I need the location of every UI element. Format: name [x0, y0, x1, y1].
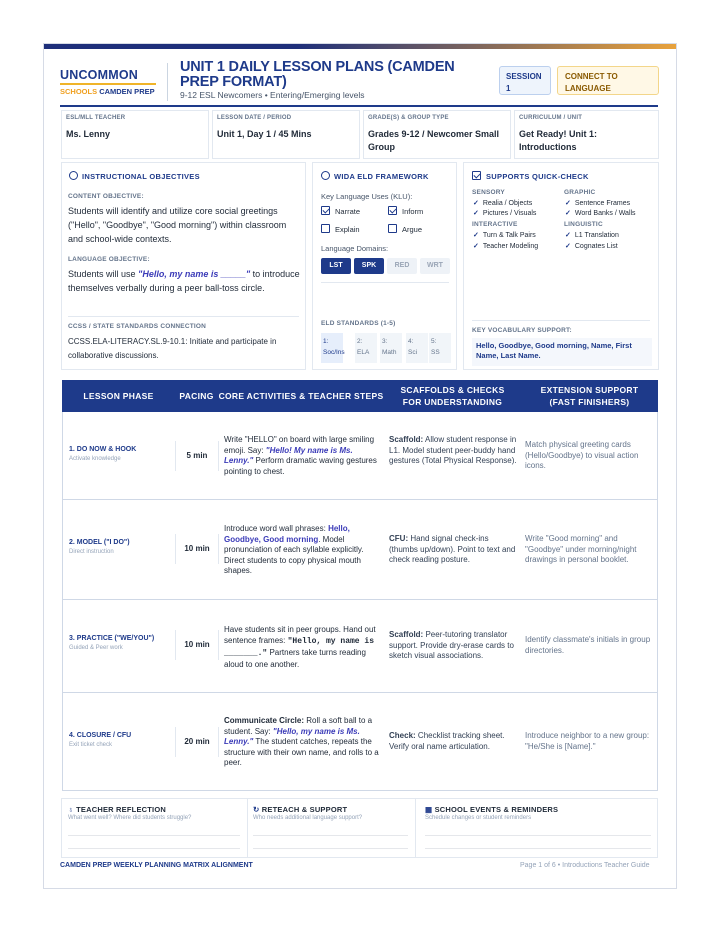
- scaffold-cell: Scaffold: Peer-tutoring translator support. Provide dry-erase cards to sketch visual associations.: [389, 630, 514, 660]
- writing-line[interactable]: [425, 835, 651, 836]
- info-grade: [363, 110, 511, 159]
- language-objective-label: LANGUAGE OBJECTIVE:: [68, 256, 150, 263]
- info-label: GRADE(S) & GROUP TYPE: [368, 115, 449, 121]
- info-teacher: [61, 110, 209, 159]
- graphic-label: GRAPHIC: [564, 189, 596, 196]
- extension-cell: Match physical greeting cards (Hello/Goodbye) to visual action icons.: [525, 440, 639, 470]
- ccss-text: CCSS.ELA-LITERACY.SL.9-10.1: Initiate and participate in collaborative discussions.: [68, 337, 277, 360]
- info-value: Unit 1, Day 1 / 45 Mins: [217, 129, 312, 139]
- events-sub: Schedule changes or student reminders: [425, 815, 532, 821]
- session-badge: SESSION 1: [499, 66, 551, 95]
- writing-line[interactable]: [253, 835, 408, 836]
- explain-label: Explain: [335, 225, 360, 234]
- redo-icon: ↻: [253, 805, 260, 814]
- reflection-sub: What went well? Where did students struggle?: [68, 815, 192, 821]
- col-pacing: PACING: [179, 391, 214, 401]
- phase-cell: 2. MODEL ("I DO") Direct instruction: [63, 534, 176, 564]
- linguistic-label: LINGUISTIC: [564, 221, 603, 228]
- divider: [472, 320, 650, 321]
- divider: [68, 316, 299, 317]
- domain-spk[interactable]: SPK: [354, 258, 384, 274]
- core-activity: Communicate Circle: Roll a soft ball to a student. Say: "Hello, my name is Ms. Lenny." The student catches, repeats the structure with their own name, and rolls to a peer.: [224, 716, 379, 767]
- info-label: LESSON DATE / PERIOD: [217, 115, 292, 121]
- info-lesson-date: [212, 110, 360, 159]
- scaffold-cell: CFU: Hand signal check-ins (thumbs up/down). Point to text and check reading posture.: [389, 534, 516, 564]
- core-activity: Write "HELLO" on board with large smiling emoji. Say: "Hello! My name is Ms. Lenny." Perform dramatic waving gestures pointing to chest.: [224, 435, 377, 476]
- writing-line[interactable]: [253, 848, 408, 849]
- core-activity: Introduce word wall phrases: Hello, Goodbye, Good morning. Model pronunciation of each syllable explicitly. Direct students to copy physical mouth shapes.: [224, 524, 364, 575]
- eld-standard-3[interactable]: 3: Math: [380, 333, 402, 363]
- pacing-cell: 20 min: [176, 727, 219, 757]
- reteach-sub: Who needs additional language support?: [253, 815, 363, 821]
- writing-line[interactable]: [425, 848, 651, 849]
- header-rule: [60, 105, 658, 107]
- writing-line[interactable]: [68, 835, 240, 836]
- eld-standard-1[interactable]: 1: Soc/Ins: [321, 333, 343, 363]
- school-logo: [60, 68, 156, 96]
- footer-left: CAMDEN PREP WEEKLY PLANNING MATRIX ALIGNMENT: [60, 862, 253, 869]
- calendar-icon: ▦: [425, 805, 433, 814]
- domain-lst[interactable]: LST: [321, 258, 351, 274]
- logo-line2a: SCHOOLS: [60, 87, 98, 96]
- support-item: ✓ Cognates List: [565, 242, 618, 250]
- vocab-text: Hello, Goodbye, Good morning, Name, First Name, Last Name.: [472, 338, 652, 366]
- info-label: ESL/MLL TEACHER: [66, 115, 126, 121]
- core-activity: Have students sit in peer groups. Hand out sentence frames: "Hello, my name is _______." Partners take turns reading aloud to one another.: [224, 625, 376, 669]
- pacing-cell: 5 min: [176, 441, 219, 471]
- info-value: Ms. Lenny: [66, 129, 111, 139]
- eld-standard-4[interactable]: 4: Sci: [406, 333, 428, 363]
- klu-label: Key Language Uses (KLU):: [321, 192, 413, 201]
- lesson-table: [62, 412, 658, 791]
- info-curriculum: [514, 110, 659, 159]
- support-item: ✓ Realia / Objects: [473, 199, 532, 207]
- col-scaffolds: SCAFFOLDS & CHECKS FOR UNDERSTANDING: [400, 385, 505, 407]
- header-divider: [167, 63, 168, 101]
- reflection-title: ♁ TEACHER REFLECTION: [68, 805, 166, 814]
- argue-label: Argue: [402, 225, 423, 234]
- table-row: [63, 693, 657, 791]
- domain-red[interactable]: RED: [387, 258, 417, 274]
- pacing-cell: 10 min: [176, 630, 219, 660]
- domains-label: Language Domains:: [321, 244, 389, 253]
- argue-checkbox[interactable]: [388, 224, 397, 233]
- inform-checkbox[interactable]: [388, 206, 397, 215]
- phase-cell: 1. DO NOW & HOOK Activate knowledge: [63, 441, 176, 471]
- connect-badge: CONNECT TO LANGUAGE: [557, 66, 659, 95]
- col-extension: EXTENSION SUPPORT (FAST FINISHERS): [540, 385, 639, 407]
- scaffold-cell: Scaffold: Allow student response in L1. Model student peer-buddy hand gestures (Total Physical Response).: [389, 435, 517, 465]
- eld-standard-2[interactable]: 2: ELA: [355, 333, 377, 363]
- inform-label: Inform: [402, 207, 424, 216]
- logo-line2b: CAMDEN PREP: [99, 87, 155, 96]
- col-phase: LESSON PHASE: [83, 391, 154, 401]
- narrate-checkbox[interactable]: [321, 206, 330, 215]
- top-accent-bar: [44, 44, 676, 49]
- vocab-label: KEY VOCABULARY SUPPORT:: [472, 327, 572, 334]
- objectives-title: INSTRUCTIONAL OBJECTIVES: [82, 172, 200, 181]
- reteach-title: ↻ RETEACH & SUPPORT: [253, 805, 348, 814]
- support-item: ✓ Pictures / Visuals: [473, 209, 536, 217]
- checklist-icon: [472, 171, 481, 180]
- info-value: Get Ready! Unit 1: Introductions: [519, 129, 598, 152]
- info-value: Grades 9-12 / Newcomer Small Group: [368, 129, 500, 152]
- info-label: CURRICULUM / UNIT: [519, 115, 583, 121]
- footer-right: Page 1 of 6 • Introductions Teacher Guide: [520, 862, 650, 869]
- extension-cell: Write "Good morning" and "Goodbye" under morning/night drawings in personal booklet.: [525, 534, 637, 564]
- support-item: ✓ L1 Translation: [565, 231, 619, 239]
- domain-wrt[interactable]: WRT: [420, 258, 450, 274]
- table-row: [63, 412, 657, 500]
- language-objective-text: Students will use "Hello, my name is _____" to introduce themselves verbally during a peer ball-toss circle.: [68, 269, 300, 293]
- phase-cell: 3. PRACTICE ("WE/YOU") Guided & Peer work: [63, 630, 176, 660]
- interactive-label: INTERACTIVE: [472, 221, 518, 228]
- extension-cell: Identify classmate's initials in group directories.: [525, 635, 651, 655]
- support-item: ✓ Word Banks / Walls: [565, 209, 636, 217]
- col-core: CORE ACTIVITIES & TEACHER STEPS: [218, 391, 384, 401]
- target-icon: [69, 171, 78, 180]
- pacing-cell: 10 min: [176, 534, 219, 564]
- lesson-table-header: [62, 380, 658, 412]
- explain-checkbox[interactable]: [321, 224, 330, 233]
- content-objective-text: Students will identify and utilize core social greetings ("Hello", "Goodbye", "Good morning") within classroom and school-wide contexts.: [68, 206, 287, 244]
- support-item: ✓ Turn & Talk Pairs: [473, 231, 536, 239]
- narrate-label: Narrate: [335, 207, 361, 216]
- page-title: UNIT 1 DAILY LESSON PLANS (CAMDEN PREP FORMAT): [180, 59, 455, 90]
- divider: [321, 282, 449, 283]
- scaffold-cell: Check: Checklist tracking sheet. Verify oral name articulation.: [389, 731, 505, 751]
- page-subtitle: 9-12 ESL Newcomers • Entering/Emerging levels: [180, 90, 365, 100]
- bulb-icon: ♁: [68, 805, 74, 814]
- ccss-label: CCSS / STATE STANDARDS CONNECTION: [68, 323, 207, 330]
- eld-label: ELD STANDARDS (1-5): [321, 320, 396, 327]
- extension-cell: Introduce neighbor to a new group: "He/She is [Name].": [525, 731, 650, 751]
- logo-line1: UNCOMMON: [60, 68, 156, 85]
- events-title: ▦ SCHOOL EVENTS & REMINDERS: [425, 805, 559, 814]
- wida-title: WIDA ELD FRAMEWORK: [334, 172, 429, 181]
- eld-standard-5[interactable]: 5: SS: [429, 333, 451, 363]
- table-row: [63, 600, 657, 693]
- support-item: ✓ Sentence Frames: [565, 199, 630, 207]
- sensory-label: SENSORY: [472, 189, 505, 196]
- phase-cell: 4. CLOSURE / CFU Exit ticket check: [63, 727, 176, 757]
- table-row: [63, 500, 657, 600]
- globe-icon: [321, 171, 330, 180]
- writing-line[interactable]: [68, 848, 240, 849]
- supports-title: SUPPORTS QUICK-CHECK: [486, 172, 589, 181]
- support-item: ✓ Teacher Modeling: [473, 242, 538, 250]
- content-objective-label: CONTENT OBJECTIVE:: [68, 193, 144, 200]
